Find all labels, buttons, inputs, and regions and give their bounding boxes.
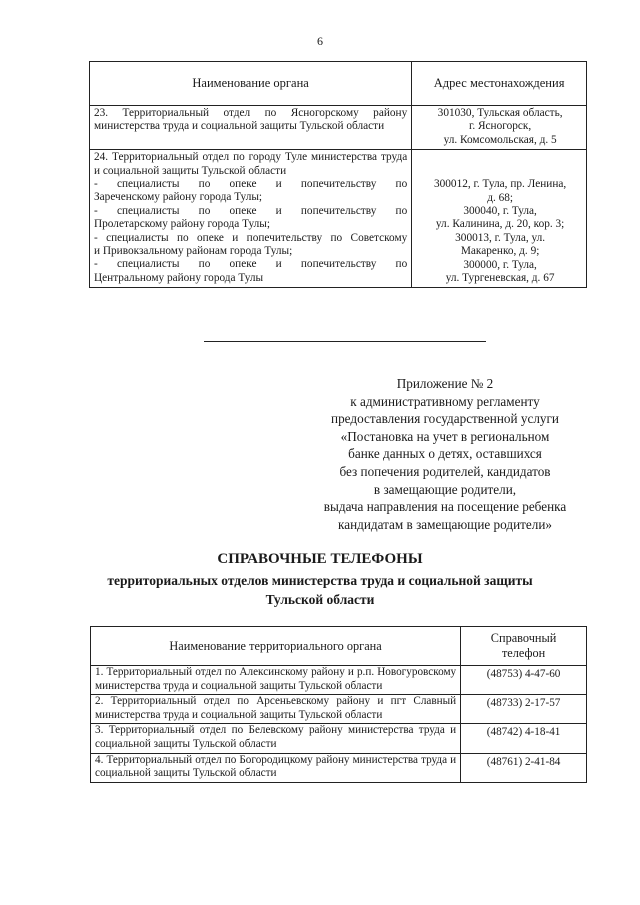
appendix-line: предоставления государственной услуги — [331, 411, 559, 427]
header-address: Адрес местонахождения — [412, 62, 587, 106]
phone-cell: (48753) 4-47-60 — [461, 666, 587, 695]
section-title: СПРАВОЧНЫЕ ТЕЛЕФОНЫ — [217, 551, 423, 567]
organ-name-cell: 1. Территориальный отдел по Алексинскому району и р.п. Новогуровскому министерства труда и социальной защиты Тульской области — [91, 666, 461, 695]
separator-line — [204, 341, 486, 342]
table-row — [90, 150, 587, 288]
subitem-line: - специалисты по опеке и попечительству по Советскому — [94, 231, 408, 244]
appendix-line: Приложение № 2 — [396, 376, 494, 391]
section-subtitle: Тульской области — [265, 592, 375, 607]
address-line: 300012, г. Тула, пр. Ленина, — [433, 178, 567, 191]
organ-name-cell — [90, 150, 412, 288]
appendix-line: банке данных о детях, оставшихся — [348, 446, 542, 462]
address-line: д. 68; — [487, 191, 514, 204]
organ-name-cell: 3. Территориальный отдел по Белевскому району министерства труда и социальной защиты Тульской области — [91, 724, 461, 753]
subitem-line: Центральному району города Тулы — [94, 271, 264, 284]
address-line: ул. Калинина, д. 20, кор. 3; — [435, 218, 565, 231]
table-row — [91, 724, 587, 753]
table-row — [90, 106, 587, 150]
header-phone-line: телефон — [501, 646, 546, 660]
organ-name-cell: 4. Территориальный отдел по Богородицкому району министерства труда и социальной защиты Тульской области — [91, 753, 461, 782]
table-row — [91, 695, 587, 724]
table-header-row — [90, 62, 587, 106]
reference-phones-table — [90, 626, 587, 783]
offices-address-table — [89, 61, 587, 288]
organ-name-cell: 23. Территориальный отдел по Ясногорскому району министерства труда и социальной защиты Тульской области — [90, 106, 412, 150]
appendix-line: в замещающие родители, — [373, 481, 517, 497]
header-phone-line: Справочный — [490, 631, 557, 645]
subitem-line: - специалисты по опеке и попечительству по — [94, 204, 408, 217]
header-territorial-organ: Наименование территориального органа — [91, 627, 461, 666]
appendix-block — [300, 375, 590, 533]
subitem-line: - специалисты по опеке и попечительству по — [94, 178, 408, 191]
header-organ-name: Наименование органа — [90, 62, 412, 106]
phone-cell: (48742) 4-18-41 — [461, 724, 587, 753]
appendix-line: выдача направления на посещение ребенка — [323, 499, 567, 515]
address-line: 300013, г. Тула, ул. — [455, 231, 546, 244]
organ-name-cell: 2. Территориальный отдел по Арсеньевскому району и пгт Славный министерства труда и социальной защиты Тульской области — [91, 695, 461, 724]
address-cell — [412, 106, 587, 150]
subitem-line: и Привокзальному районам города Тулы; — [94, 245, 293, 258]
organ-intro: 24. Территориальный отдел по городу Туле министерства труда и социальной защиты Тульской области — [94, 151, 408, 177]
address-line: Макаренко, д. 9; — [460, 245, 540, 258]
table-header-row — [91, 627, 587, 666]
subitem-line: - специалисты по опеке и попечительству по — [94, 258, 408, 271]
address-line: ул. Тургеневская, д. 67 — [445, 272, 555, 285]
subitem-line: Зареченскому району города Тулы; — [94, 191, 263, 204]
header-phone — [461, 627, 587, 666]
appendix-line: «Постановка на учет в региональном — [340, 428, 550, 444]
table-row — [91, 753, 587, 782]
address-line: 300040, г. Тула, — [463, 205, 537, 218]
section-subtitle: территориальных отделов министерства труда и социальной защиты — [107, 573, 533, 588]
appendix-line: к административному регламенту — [350, 393, 540, 409]
subitem-line: Пролетарскому району города Тулы; — [94, 218, 270, 231]
appendix-line: без попечения родителей, кандидатов — [339, 463, 551, 479]
address-line: ул. Комсомольская, д. 5 — [443, 133, 557, 146]
address-line: г. Ясногорск, — [469, 120, 532, 133]
address-line: 300000, г. Тула, — [463, 258, 537, 271]
phone-cell: (48761) 2-41-84 — [461, 753, 587, 782]
phone-cell: (48733) 2-17-57 — [461, 695, 587, 724]
page-number: 6 — [317, 34, 323, 48]
address-cell — [412, 150, 587, 288]
address-line: 301030, Тульская область, — [437, 107, 563, 119]
appendix-line: кандидатам в замещающие родители» — [338, 516, 552, 532]
table-row — [91, 666, 587, 695]
